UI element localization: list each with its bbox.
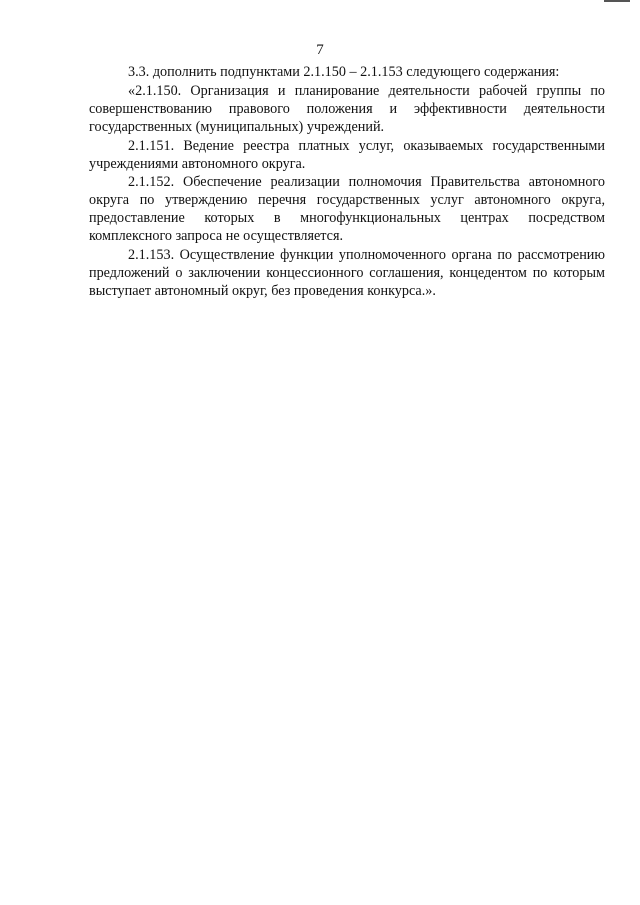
paragraph-2-1-151: 2.1.151. Ведение реестра платных услуг, оказываемых государственными учреждениями автономного округа.	[89, 137, 605, 172]
paragraph-amendment-intro: 3.3. дополнить подпунктами 2.1.150 – 2.1.153 следующего содержания:	[128, 64, 560, 80]
paragraph-2-1-153: 2.1.153. Осуществление функции уполномоченного органа по рассмотрению предложений о заключении концессионного соглашения, концедентом по которым выступает автономный округ, без проведения конкурса.».	[89, 247, 605, 299]
document-body	[89, 64, 605, 301]
corner-scan-mark	[604, 0, 630, 2]
paragraph-2-1-150: «2.1.150. Организация и планирование деятельности рабочей группы по совершенствованию правового положения и эффективности деятельности государственных (муниципальных) учреждений.	[89, 82, 605, 135]
page-number: 7	[316, 42, 324, 58]
paragraph-2-1-152: 2.1.152. Обеспечение реализации полномочия Правительства автономного округа по утверждению перечня государственных услуг автономного округа, предоставление которых в многофункциональных центрах посредством комплексного запроса не осуществляется.	[89, 174, 605, 245]
